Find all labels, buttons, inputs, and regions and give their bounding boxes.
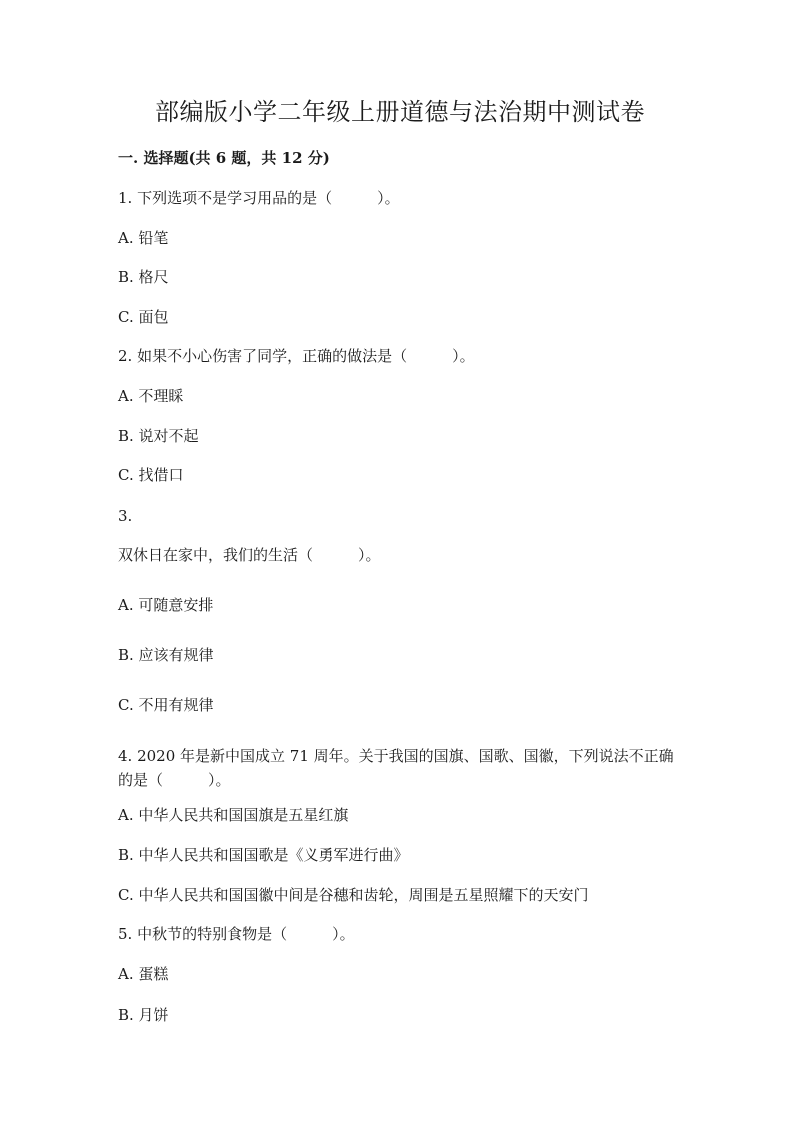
question-4-option-c: C. 中华人民共和国国徽中间是谷穗和齿轮，周围是五星照耀下的天安门 [118, 886, 589, 904]
question-3-number: 3. [118, 507, 133, 525]
question-4-stem: 4. 2020 年是新中国成立 71 周年。关于我国的国旗、国歌、国徽，下列说法不正确的是（ ）。 [118, 747, 674, 789]
question-5-stem: 5. 中秋节的特别食物是（ ）。 [118, 925, 355, 943]
question-2-option-c: C. 找借口 [118, 466, 184, 484]
question-5-option-a: A. 蛋糕 [118, 965, 169, 983]
question-3-option-b: B. 应该有规律 [118, 646, 214, 664]
question-4-option-b: B. 中华人民共和国国歌是《义勇军进行曲》 [118, 846, 409, 864]
question-2-option-a: A. 不理睬 [118, 387, 184, 405]
question-3-option-c: C. 不用有规律 [118, 696, 214, 714]
question-3-option-a: A. 可随意安排 [118, 596, 214, 614]
question-1-option-c: C. 面包 [118, 308, 169, 326]
question-1-stem: 1. 下列选项不是学习用品的是（ ）。 [118, 189, 400, 207]
question-2-stem: 2. 如果不小心伤害了同学，正确的做法是（ ）。 [118, 347, 475, 365]
section-heading: 一. 选择题(共 6 题，共 12 分) [118, 149, 330, 167]
question-1-option-b: B. 格尺 [118, 268, 169, 286]
page-title: 部编版小学二年级上册道德与法治期中测试卷 [155, 98, 645, 126]
question-2-option-b: B. 说对不起 [118, 427, 199, 445]
question-4-option-a: A. 中华人民共和国国旗是五星红旗 [118, 806, 349, 824]
question-3-stem: 双休日在家中，我们的生活（ ）。 [118, 546, 381, 564]
question-5-option-b: B. 月饼 [118, 1006, 169, 1024]
question-1-option-a: A. 铅笔 [118, 229, 169, 247]
